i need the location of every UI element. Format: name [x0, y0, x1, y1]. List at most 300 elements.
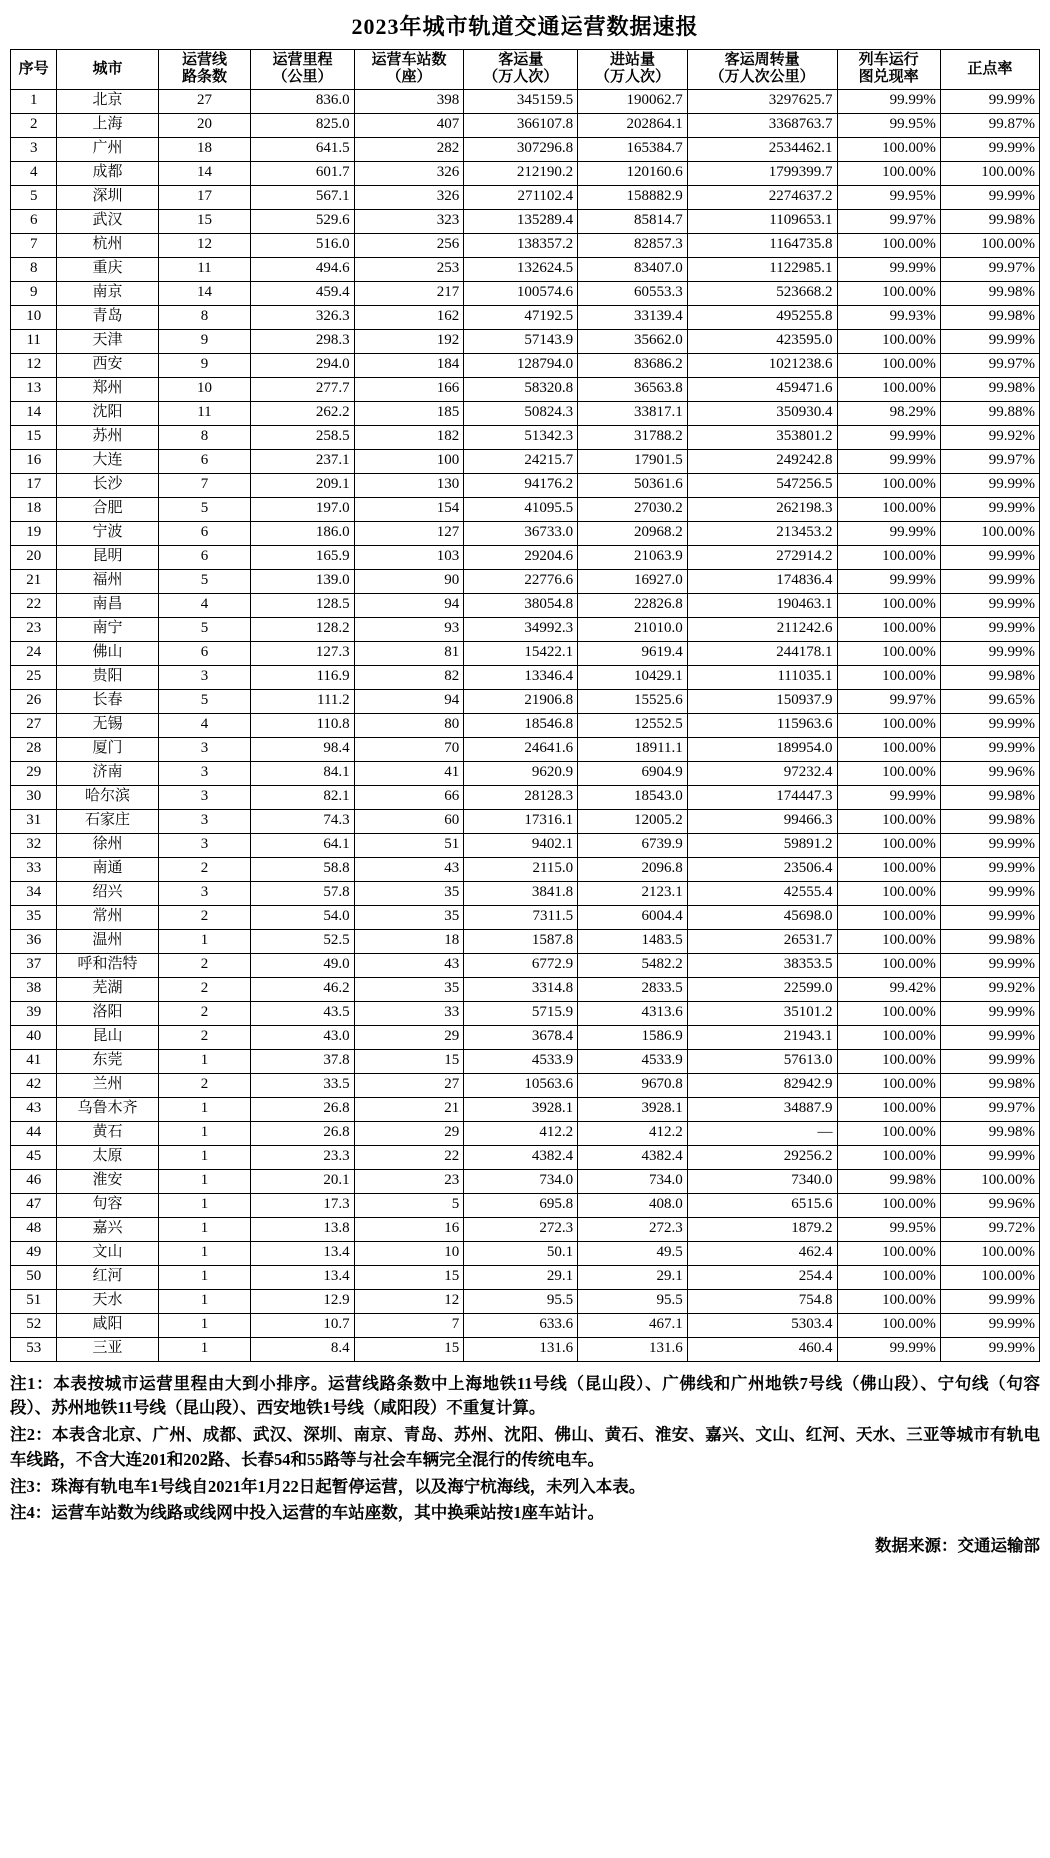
cell-index: 50 — [11, 1265, 57, 1289]
cell-on-time-rate: 99.99% — [940, 1289, 1039, 1313]
cell-length: 298.3 — [251, 329, 354, 353]
cell-passenger-turnover: — — [687, 1121, 837, 1145]
cell-lines: 2 — [158, 905, 251, 929]
table-row — [11, 1313, 1040, 1337]
cell-passenger-turnover: 59891.2 — [687, 833, 837, 857]
cell-stations: 41 — [354, 761, 464, 785]
cell-passenger-volume: 132624.5 — [464, 257, 578, 281]
cell-lines: 3 — [158, 785, 251, 809]
cell-on-time-rate: 99.99% — [940, 545, 1039, 569]
cell-passenger-turnover: 249242.8 — [687, 449, 837, 473]
cell-city: 合肥 — [57, 497, 158, 521]
table-row — [11, 161, 1040, 185]
cell-city: 嘉兴 — [57, 1217, 158, 1241]
cell-index: 43 — [11, 1097, 57, 1121]
cell-stations: 407 — [354, 113, 464, 137]
cell-passenger-volume: 58320.8 — [464, 377, 578, 401]
cell-passenger-volume: 36733.0 — [464, 521, 578, 545]
cell-passenger-turnover: 460.4 — [687, 1337, 837, 1361]
cell-schedule-fulfillment: 99.97% — [837, 209, 940, 233]
cell-lines: 17 — [158, 185, 251, 209]
cell-schedule-fulfillment: 98.29% — [837, 401, 940, 425]
cell-stations: 94 — [354, 689, 464, 713]
cell-schedule-fulfillment: 99.98% — [837, 1169, 940, 1193]
cell-passenger-turnover: 6515.6 — [687, 1193, 837, 1217]
cell-entry-volume: 202864.1 — [578, 113, 688, 137]
cell-length: 326.3 — [251, 305, 354, 329]
cell-length: 277.7 — [251, 377, 354, 401]
cell-passenger-volume: 7311.5 — [464, 905, 578, 929]
cell-length: 10.7 — [251, 1313, 354, 1337]
cell-city: 芜湖 — [57, 977, 158, 1001]
cell-passenger-volume: 57143.9 — [464, 329, 578, 353]
cell-city: 重庆 — [57, 257, 158, 281]
cell-length: 54.0 — [251, 905, 354, 929]
cell-city: 呼和浩特 — [57, 953, 158, 977]
cell-entry-volume: 2833.5 — [578, 977, 688, 1001]
cell-passenger-turnover: 350930.4 — [687, 401, 837, 425]
cell-length: 26.8 — [251, 1121, 354, 1145]
cell-entry-volume: 60553.3 — [578, 281, 688, 305]
cell-passenger-volume: 412.2 — [464, 1121, 578, 1145]
table-row — [11, 1073, 1040, 1097]
cell-passenger-volume: 272.3 — [464, 1217, 578, 1241]
cell-passenger-volume: 100574.6 — [464, 281, 578, 305]
cell-index: 52 — [11, 1313, 57, 1337]
cell-length: 20.1 — [251, 1169, 354, 1193]
cell-stations: 256 — [354, 233, 464, 257]
cell-on-time-rate: 99.99% — [940, 953, 1039, 977]
cell-stations: 15 — [354, 1337, 464, 1361]
table-row — [11, 1193, 1040, 1217]
cell-lines: 1 — [158, 1289, 251, 1313]
table-row — [11, 113, 1040, 137]
column-header-passenger-turnover: 客运周转量 （万人次公里） — [687, 50, 837, 90]
cell-length: 641.5 — [251, 137, 354, 161]
cell-schedule-fulfillment: 100.00% — [837, 1073, 940, 1097]
table-row — [11, 377, 1040, 401]
cell-index: 23 — [11, 617, 57, 641]
cell-city: 徐州 — [57, 833, 158, 857]
cell-entry-volume: 15525.6 — [578, 689, 688, 713]
cell-on-time-rate: 99.98% — [940, 665, 1039, 689]
cell-entry-volume: 9619.4 — [578, 641, 688, 665]
cell-city: 福州 — [57, 569, 158, 593]
cell-stations: 7 — [354, 1313, 464, 1337]
cell-passenger-volume: 24641.6 — [464, 737, 578, 761]
cell-passenger-turnover: 99466.3 — [687, 809, 837, 833]
cell-schedule-fulfillment: 100.00% — [837, 161, 940, 185]
cell-passenger-volume: 307296.8 — [464, 137, 578, 161]
cell-entry-volume: 131.6 — [578, 1337, 688, 1361]
cell-schedule-fulfillment: 100.00% — [837, 1241, 940, 1265]
cell-index: 7 — [11, 233, 57, 257]
cell-length: 49.0 — [251, 953, 354, 977]
page-title: 2023年城市轨道交通运营数据速报 — [351, 14, 699, 39]
table-row — [11, 1001, 1040, 1025]
table-row — [11, 761, 1040, 785]
cell-passenger-turnover: 150937.9 — [687, 689, 837, 713]
cell-city: 成都 — [57, 161, 158, 185]
cell-schedule-fulfillment: 100.00% — [837, 329, 940, 353]
cell-index: 15 — [11, 425, 57, 449]
cell-length: 116.9 — [251, 665, 354, 689]
cell-city: 北京 — [57, 89, 158, 113]
table-row — [11, 353, 1040, 377]
table-row — [11, 185, 1040, 209]
cell-schedule-fulfillment: 99.99% — [837, 89, 940, 113]
cell-city: 咸阳 — [57, 1313, 158, 1337]
cell-entry-volume: 85814.7 — [578, 209, 688, 233]
table-row — [11, 617, 1040, 641]
cell-index: 35 — [11, 905, 57, 929]
cell-city: 东莞 — [57, 1049, 158, 1073]
cell-city: 青岛 — [57, 305, 158, 329]
cell-stations: 18 — [354, 929, 464, 953]
cell-passenger-volume: 633.6 — [464, 1313, 578, 1337]
cell-entry-volume: 10429.1 — [578, 665, 688, 689]
cell-on-time-rate: 99.98% — [940, 209, 1039, 233]
table-row — [11, 473, 1040, 497]
cell-passenger-turnover: 1122985.1 — [687, 257, 837, 281]
cell-lines: 3 — [158, 881, 251, 905]
table-row — [11, 305, 1040, 329]
table-row — [11, 713, 1040, 737]
cell-lines: 18 — [158, 137, 251, 161]
cell-index: 51 — [11, 1289, 57, 1313]
cell-stations: 35 — [354, 881, 464, 905]
cell-passenger-volume: 695.8 — [464, 1193, 578, 1217]
cell-on-time-rate: 100.00% — [940, 233, 1039, 257]
cell-length: 258.5 — [251, 425, 354, 449]
cell-lines: 1 — [158, 1145, 251, 1169]
cell-city: 南宁 — [57, 617, 158, 641]
cell-passenger-volume: 271102.4 — [464, 185, 578, 209]
table-row — [11, 1169, 1040, 1193]
cell-passenger-turnover: 45698.0 — [687, 905, 837, 929]
cell-passenger-volume: 734.0 — [464, 1169, 578, 1193]
cell-passenger-turnover: 42555.4 — [687, 881, 837, 905]
cell-city: 贵阳 — [57, 665, 158, 689]
cell-passenger-volume: 138357.2 — [464, 233, 578, 257]
cell-on-time-rate: 99.98% — [940, 1121, 1039, 1145]
cell-lines: 6 — [158, 449, 251, 473]
cell-schedule-fulfillment: 99.95% — [837, 113, 940, 137]
cell-on-time-rate: 100.00% — [940, 161, 1039, 185]
cell-stations: 29 — [354, 1121, 464, 1145]
cell-entry-volume: 6004.4 — [578, 905, 688, 929]
cell-index: 20 — [11, 545, 57, 569]
cell-passenger-turnover: 22599.0 — [687, 977, 837, 1001]
cell-lines: 1 — [158, 1265, 251, 1289]
cell-city: 广州 — [57, 137, 158, 161]
cell-stations: 184 — [354, 353, 464, 377]
cell-lines: 11 — [158, 257, 251, 281]
cell-stations: 253 — [354, 257, 464, 281]
cell-city: 佛山 — [57, 641, 158, 665]
cell-passenger-volume: 95.5 — [464, 1289, 578, 1313]
cell-passenger-volume: 41095.5 — [464, 497, 578, 521]
cell-passenger-turnover: 423595.0 — [687, 329, 837, 353]
cell-index: 26 — [11, 689, 57, 713]
cell-index: 36 — [11, 929, 57, 953]
cell-lines: 3 — [158, 665, 251, 689]
cell-schedule-fulfillment: 100.00% — [837, 761, 940, 785]
cell-index: 46 — [11, 1169, 57, 1193]
column-header-entry-volume: 进站量 （万人次） — [578, 50, 688, 90]
cell-lines: 27 — [158, 89, 251, 113]
table-row — [11, 1145, 1040, 1169]
cell-entry-volume: 190062.7 — [578, 89, 688, 113]
cell-index: 39 — [11, 1001, 57, 1025]
column-header-length: 运营里程 （公里） — [251, 50, 354, 90]
cell-passenger-volume: 94176.2 — [464, 473, 578, 497]
cell-passenger-volume: 18546.8 — [464, 713, 578, 737]
cell-index: 27 — [11, 713, 57, 737]
cell-length: 262.2 — [251, 401, 354, 425]
cell-stations: 10 — [354, 1241, 464, 1265]
cell-on-time-rate: 99.99% — [940, 185, 1039, 209]
cell-lines: 6 — [158, 641, 251, 665]
cell-lines: 2 — [158, 1025, 251, 1049]
cell-entry-volume: 2123.1 — [578, 881, 688, 905]
cell-passenger-volume: 29204.6 — [464, 545, 578, 569]
cell-on-time-rate: 99.99% — [940, 833, 1039, 857]
cell-entry-volume: 83686.2 — [578, 353, 688, 377]
cell-passenger-turnover: 26531.7 — [687, 929, 837, 953]
cell-schedule-fulfillment: 99.99% — [837, 569, 940, 593]
cell-on-time-rate: 99.99% — [940, 89, 1039, 113]
table-row — [11, 401, 1040, 425]
cell-index: 31 — [11, 809, 57, 833]
table-row — [11, 953, 1040, 977]
cell-on-time-rate: 100.00% — [940, 521, 1039, 545]
cell-schedule-fulfillment: 100.00% — [837, 1265, 940, 1289]
cell-index: 42 — [11, 1073, 57, 1097]
cell-index: 33 — [11, 857, 57, 881]
cell-entry-volume: 36563.8 — [578, 377, 688, 401]
cell-on-time-rate: 100.00% — [940, 1241, 1039, 1265]
cell-schedule-fulfillment: 100.00% — [837, 665, 940, 689]
cell-index: 1 — [11, 89, 57, 113]
table-row — [11, 905, 1040, 929]
cell-passenger-turnover: 272914.2 — [687, 545, 837, 569]
cell-passenger-volume: 21906.8 — [464, 689, 578, 713]
cell-schedule-fulfillment: 100.00% — [837, 593, 940, 617]
cell-city: 大连 — [57, 449, 158, 473]
cell-lines: 1 — [158, 1241, 251, 1265]
cell-index: 17 — [11, 473, 57, 497]
cell-schedule-fulfillment: 100.00% — [837, 953, 940, 977]
cell-index: 44 — [11, 1121, 57, 1145]
cell-length: 494.6 — [251, 257, 354, 281]
cell-schedule-fulfillment: 99.99% — [837, 425, 940, 449]
table-row — [11, 977, 1040, 1001]
cell-index: 29 — [11, 761, 57, 785]
cell-entry-volume: 4382.4 — [578, 1145, 688, 1169]
table-row — [11, 641, 1040, 665]
cell-city: 苏州 — [57, 425, 158, 449]
cell-passenger-turnover: 7340.0 — [687, 1169, 837, 1193]
cell-lines: 1 — [158, 1121, 251, 1145]
cell-passenger-turnover: 57613.0 — [687, 1049, 837, 1073]
cell-entry-volume: 31788.2 — [578, 425, 688, 449]
cell-index: 21 — [11, 569, 57, 593]
cell-city: 宁波 — [57, 521, 158, 545]
cell-on-time-rate: 99.97% — [940, 449, 1039, 473]
cell-schedule-fulfillment: 100.00% — [837, 1121, 940, 1145]
cell-passenger-turnover: 547256.5 — [687, 473, 837, 497]
cell-on-time-rate: 99.99% — [940, 1337, 1039, 1361]
cell-schedule-fulfillment: 99.99% — [837, 257, 940, 281]
cell-city: 上海 — [57, 113, 158, 137]
cell-schedule-fulfillment: 99.99% — [837, 785, 940, 809]
cell-length: 186.0 — [251, 521, 354, 545]
cell-city: 常州 — [57, 905, 158, 929]
cell-entry-volume: 4313.6 — [578, 1001, 688, 1025]
table-row — [11, 833, 1040, 857]
cell-passenger-turnover: 353801.2 — [687, 425, 837, 449]
cell-length: 128.2 — [251, 617, 354, 641]
cell-passenger-turnover: 190463.1 — [687, 593, 837, 617]
cell-entry-volume: 3928.1 — [578, 1097, 688, 1121]
cell-length: 13.4 — [251, 1241, 354, 1265]
cell-length: 8.4 — [251, 1337, 354, 1361]
cell-entry-volume: 16927.0 — [578, 569, 688, 593]
cell-on-time-rate: 99.72% — [940, 1217, 1039, 1241]
cell-on-time-rate: 99.99% — [940, 905, 1039, 929]
cell-entry-volume: 467.1 — [578, 1313, 688, 1337]
cell-entry-volume: 95.5 — [578, 1289, 688, 1313]
cell-entry-volume: 17901.5 — [578, 449, 688, 473]
cell-index: 47 — [11, 1193, 57, 1217]
cell-city: 石家庄 — [57, 809, 158, 833]
cell-city: 武汉 — [57, 209, 158, 233]
cell-index: 25 — [11, 665, 57, 689]
cell-index: 49 — [11, 1241, 57, 1265]
cell-city: 哈尔滨 — [57, 785, 158, 809]
cell-city: 红河 — [57, 1265, 158, 1289]
cell-on-time-rate: 99.99% — [940, 641, 1039, 665]
cell-schedule-fulfillment: 100.00% — [837, 1097, 940, 1121]
cell-schedule-fulfillment: 100.00% — [837, 881, 940, 905]
cell-length: 57.8 — [251, 881, 354, 905]
cell-lines: 6 — [158, 521, 251, 545]
cell-entry-volume: 82857.3 — [578, 233, 688, 257]
cell-lines: 3 — [158, 737, 251, 761]
cell-index: 41 — [11, 1049, 57, 1073]
cell-length: 23.3 — [251, 1145, 354, 1169]
cell-city: 无锡 — [57, 713, 158, 737]
cell-on-time-rate: 99.99% — [940, 137, 1039, 161]
cell-entry-volume: 18543.0 — [578, 785, 688, 809]
cell-on-time-rate: 99.88% — [940, 401, 1039, 425]
table-row — [11, 137, 1040, 161]
cell-passenger-volume: 50.1 — [464, 1241, 578, 1265]
cell-entry-volume: 18911.1 — [578, 737, 688, 761]
table-row — [11, 881, 1040, 905]
cell-passenger-volume: 17316.1 — [464, 809, 578, 833]
table-row — [11, 1097, 1040, 1121]
cell-passenger-turnover: 495255.8 — [687, 305, 837, 329]
cell-length: 12.9 — [251, 1289, 354, 1313]
table-row — [11, 809, 1040, 833]
cell-entry-volume: 12552.5 — [578, 713, 688, 737]
cell-passenger-volume: 9620.9 — [464, 761, 578, 785]
cell-schedule-fulfillment: 99.93% — [837, 305, 940, 329]
cell-passenger-turnover: 35101.2 — [687, 1001, 837, 1025]
cell-stations: 81 — [354, 641, 464, 665]
cell-stations: 21 — [354, 1097, 464, 1121]
cell-entry-volume: 6904.9 — [578, 761, 688, 785]
cell-schedule-fulfillment: 99.97% — [837, 689, 940, 713]
cell-schedule-fulfillment: 99.99% — [837, 521, 940, 545]
cell-length: 17.3 — [251, 1193, 354, 1217]
table-row — [11, 497, 1040, 521]
cell-schedule-fulfillment: 100.00% — [837, 833, 940, 857]
cell-passenger-turnover: 754.8 — [687, 1289, 837, 1313]
cell-index: 9 — [11, 281, 57, 305]
cell-entry-volume: 1483.5 — [578, 929, 688, 953]
cell-length: 165.9 — [251, 545, 354, 569]
cell-lines: 1 — [158, 929, 251, 953]
cell-passenger-volume: 34992.3 — [464, 617, 578, 641]
cell-passenger-turnover: 5303.4 — [687, 1313, 837, 1337]
cell-city: 昆山 — [57, 1025, 158, 1049]
cell-city: 三亚 — [57, 1337, 158, 1361]
cell-passenger-turnover: 262198.3 — [687, 497, 837, 521]
cell-schedule-fulfillment: 99.95% — [837, 1217, 940, 1241]
cell-on-time-rate: 99.96% — [940, 761, 1039, 785]
cell-passenger-volume: 10563.6 — [464, 1073, 578, 1097]
cell-schedule-fulfillment: 100.00% — [837, 1145, 940, 1169]
cell-lines: 15 — [158, 209, 251, 233]
column-header-index: 序号 — [11, 50, 57, 90]
column-header-on-time-rate: 正点率 — [940, 50, 1039, 90]
cell-entry-volume: 20968.2 — [578, 521, 688, 545]
cell-on-time-rate: 99.98% — [940, 305, 1039, 329]
cell-lines: 5 — [158, 617, 251, 641]
cell-on-time-rate: 99.98% — [940, 785, 1039, 809]
cell-passenger-turnover: 82942.9 — [687, 1073, 837, 1097]
cell-schedule-fulfillment: 100.00% — [837, 617, 940, 641]
cell-passenger-turnover: 1109653.1 — [687, 209, 837, 233]
cell-city: 南京 — [57, 281, 158, 305]
cell-passenger-volume: 47192.5 — [464, 305, 578, 329]
cell-stations: 326 — [354, 161, 464, 185]
cell-index: 38 — [11, 977, 57, 1001]
cell-stations: 5 — [354, 1193, 464, 1217]
cell-passenger-volume: 28128.3 — [464, 785, 578, 809]
cell-schedule-fulfillment: 100.00% — [837, 473, 940, 497]
cell-passenger-turnover: 2274637.2 — [687, 185, 837, 209]
cell-stations: 66 — [354, 785, 464, 809]
table-row — [11, 569, 1040, 593]
cell-city: 沈阳 — [57, 401, 158, 425]
cell-schedule-fulfillment: 100.00% — [837, 713, 940, 737]
table-row — [11, 1265, 1040, 1289]
cell-passenger-turnover: 23506.4 — [687, 857, 837, 881]
cell-stations: 127 — [354, 521, 464, 545]
cell-stations: 43 — [354, 857, 464, 881]
cell-passenger-turnover: 174447.3 — [687, 785, 837, 809]
cell-lines: 2 — [158, 953, 251, 977]
cell-passenger-volume: 128794.0 — [464, 353, 578, 377]
cell-entry-volume: 49.5 — [578, 1241, 688, 1265]
cell-lines: 10 — [158, 377, 251, 401]
cell-passenger-volume: 1587.8 — [464, 929, 578, 953]
cell-passenger-volume: 5715.9 — [464, 1001, 578, 1025]
